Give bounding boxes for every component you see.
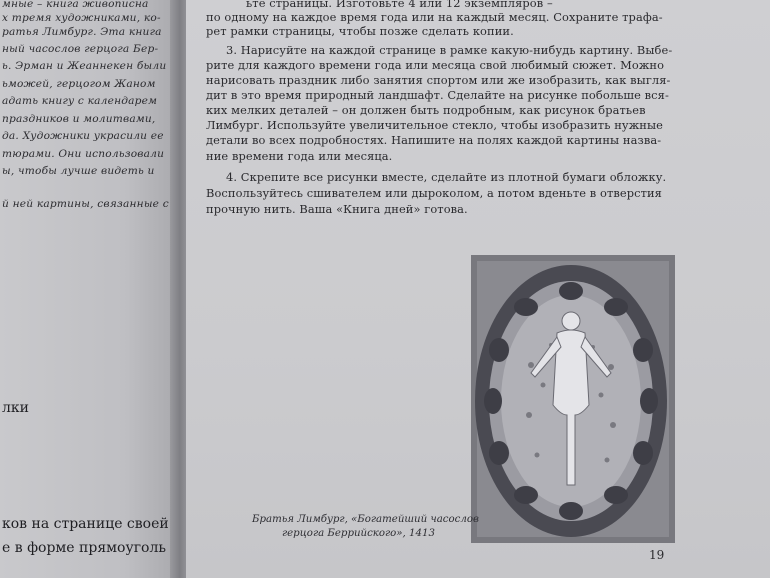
left-page-line: й ней картины, связанные с xyxy=(2,198,169,210)
body-text-line: 4. Скрепите все рисунки вместе, сделайте из плотной бумаги обложку. xyxy=(226,170,667,184)
body-text-line: по одному на каждое время года или на каждый месяц. Сохраните трафа- xyxy=(206,10,663,24)
body-text-line: детали во всех подробностях. Напишите на полях каждой картины назва- xyxy=(206,133,662,147)
body-text-line: ких мелких деталей – он должен быть подробным, как рисунок братьев xyxy=(206,103,646,117)
body-text-line: дит в это время природный ландшафт. Сделайте на рисунке побольше вся- xyxy=(206,88,669,102)
left-page-line: х тремя художниками, ко- xyxy=(2,12,161,24)
left-page xyxy=(0,0,178,578)
left-page-line: ный часослов герцога Бер- xyxy=(2,43,159,55)
body-text-line: рет рамки страницы, чтобы позже сделать копии. xyxy=(206,24,514,38)
body-text-line: Воспользуйтесь сшивателем или дыроколом, а потом вденьте в отверстия xyxy=(206,186,662,200)
left-page-line: ьможей, герцогом Жаном xyxy=(2,78,156,90)
body-text-line: ние времени года или месяца. xyxy=(206,149,393,163)
figure-caption: герцога Беррийского», 1413 xyxy=(282,528,435,539)
body-text-line: ьте страницы. Изготовьте 4 или 12 экземпляров – xyxy=(246,0,553,10)
left-page-line: праздников и молитвами, xyxy=(2,113,156,125)
left-page-line: тюрами. Они использовали xyxy=(2,148,165,160)
manuscript-illustration xyxy=(471,255,675,543)
body-text-line: нарисовать праздник либо занятия спортом или же изобразить, как выгля- xyxy=(206,73,671,87)
left-page-line: адать книгу с календарем xyxy=(2,95,158,107)
left-page-line: ратья Лимбург. Эта книга xyxy=(2,26,162,38)
body-text-line: прочную нить. Ваша «Книга дней» готова. xyxy=(206,202,468,216)
page-number: 19 xyxy=(649,548,665,562)
left-page-line: ь. Эрман и Жеаннекен были xyxy=(2,60,167,72)
right-page xyxy=(186,0,770,578)
left-page-line: ы, чтобы лучше видеть и xyxy=(2,165,155,177)
left-page-line: да. Художники украсили ее xyxy=(2,130,164,142)
left-page-line: мные – книга живописна xyxy=(2,0,149,10)
left-page-bottom-line: ков на странице своей xyxy=(2,516,169,532)
figure-caption: Братья Лимбург, «Богатейший часослов xyxy=(252,514,479,525)
body-text-line: Лимбург. Используйте увеличительное стекло, чтобы изобразить нужные xyxy=(206,118,663,132)
left-page-fragment: лки xyxy=(2,400,29,416)
zodiac-man-illustration xyxy=(471,255,675,543)
body-text-line: 3. Нарисуйте на каждой странице в рамке какую-нибудь картину. Выбе- xyxy=(226,43,673,57)
left-page-bottom-line: е в форме прямоуголь xyxy=(2,540,167,556)
body-text-line: рите для каждого времени года или месяца свой любимый сюжет. Можно xyxy=(206,58,665,72)
